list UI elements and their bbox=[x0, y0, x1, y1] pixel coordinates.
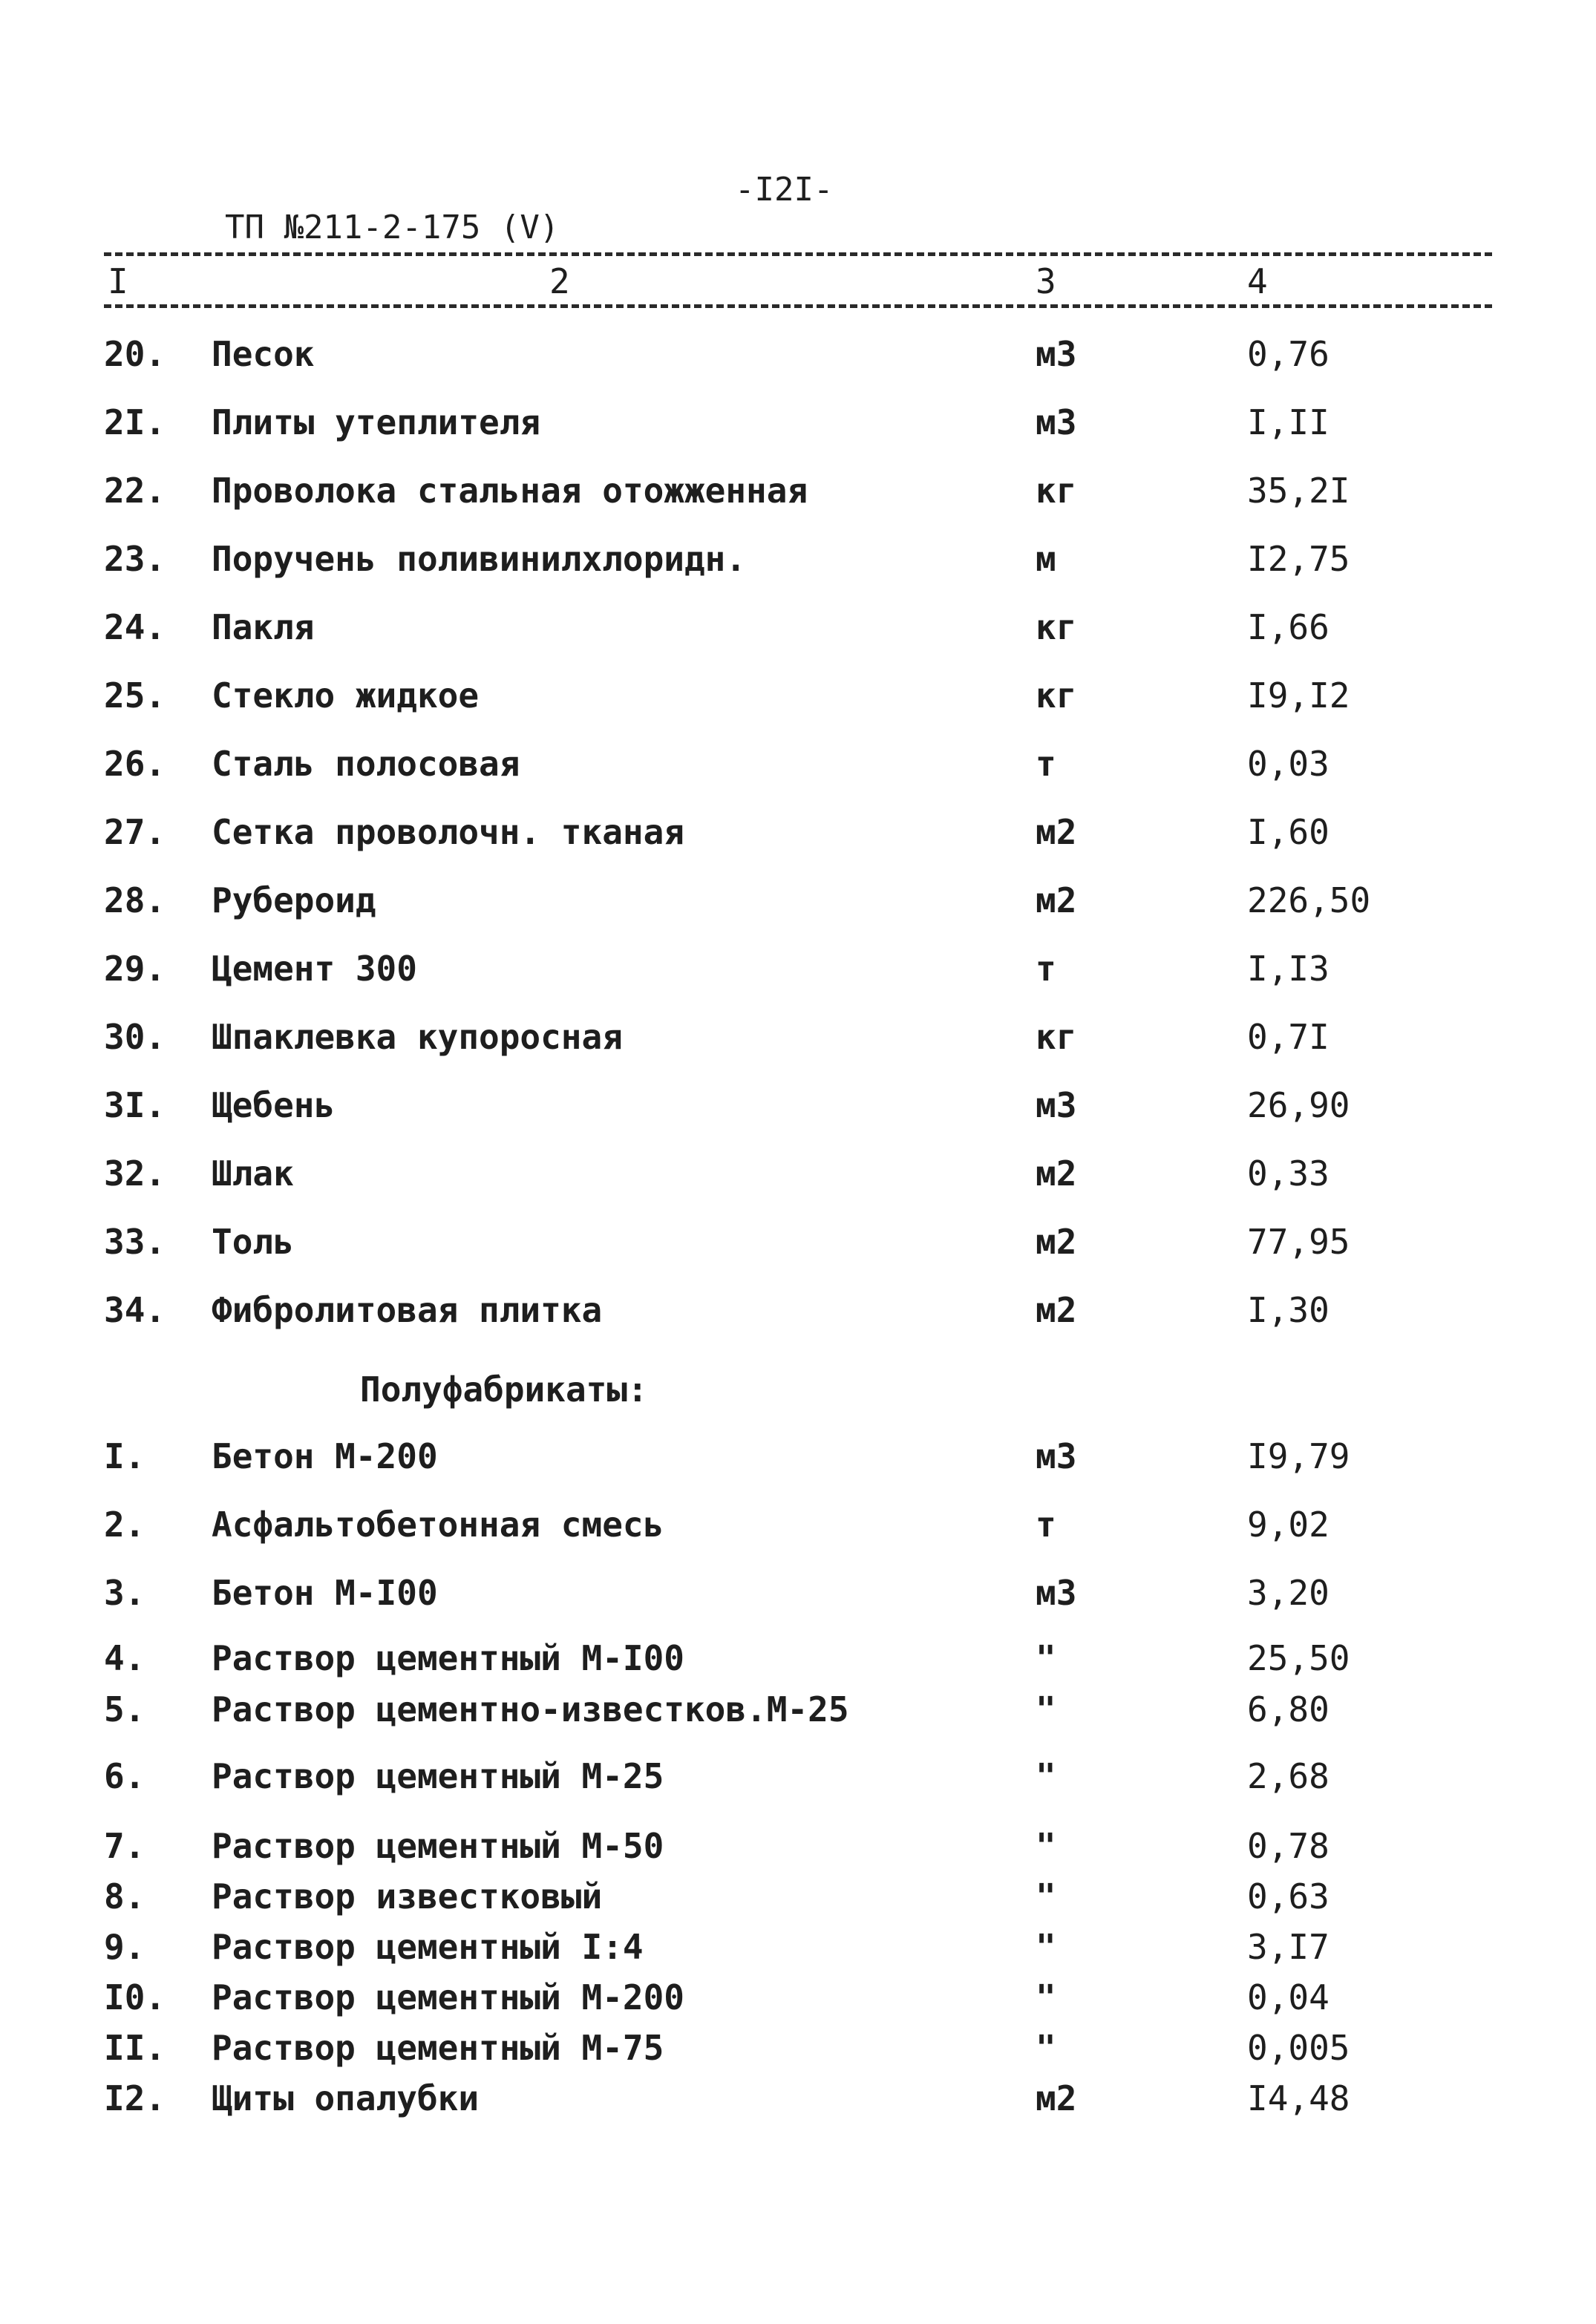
unit: " bbox=[1036, 2028, 1056, 2068]
quantity: I2,75 bbox=[1247, 539, 1350, 579]
quantity: 77,95 bbox=[1247, 1222, 1350, 1262]
unit: м bbox=[1036, 539, 1056, 579]
quantity: 0,33 bbox=[1247, 1153, 1330, 1194]
row-number: 22. bbox=[104, 471, 166, 511]
quantity: I,66 bbox=[1247, 607, 1330, 647]
unit: " bbox=[1036, 1689, 1056, 1729]
material-name: Шпаклевка купоросная bbox=[212, 1017, 623, 1057]
quantity: I,60 bbox=[1247, 812, 1330, 852]
material-name: Фибролитовая плитка bbox=[212, 1290, 603, 1330]
material-name: Плиты утеплителя bbox=[212, 402, 541, 442]
quantity: 0,03 bbox=[1247, 744, 1330, 784]
row-number: 24. bbox=[104, 607, 166, 647]
material-name: Раствор цементный М-75 bbox=[212, 2028, 664, 2068]
row-number: 4. bbox=[104, 1638, 145, 1678]
material-name: Щиты опалубки bbox=[212, 2078, 480, 2118]
unit: кг bbox=[1036, 675, 1077, 716]
material-name: Песок bbox=[212, 334, 315, 374]
row-number: 3. bbox=[104, 1573, 145, 1613]
material-name: Раствор цементный I:4 bbox=[212, 1927, 644, 1967]
column-header-3: 3 bbox=[1036, 261, 1056, 301]
material-name: Раствор цементный М-25 bbox=[212, 1756, 664, 1796]
material-name: Стекло жидкое bbox=[212, 675, 480, 716]
column-header-2: 2 bbox=[549, 261, 570, 301]
row-number: 27. bbox=[104, 812, 166, 852]
row-number: 23. bbox=[104, 539, 166, 579]
row-number: 7. bbox=[104, 1826, 145, 1866]
quantity: I,30 bbox=[1247, 1290, 1330, 1330]
column-header-4: 4 bbox=[1247, 261, 1268, 301]
material-name: Раствор цементный М-I00 bbox=[212, 1638, 684, 1678]
material-name: Раствор цементно-известков.М-25 bbox=[212, 1689, 849, 1729]
material-name: Раствор цементный М-200 bbox=[212, 1977, 684, 2017]
unit: м3 bbox=[1036, 1436, 1077, 1476]
quantity: 0,63 bbox=[1247, 1876, 1330, 1917]
material-name: Бетон М-I00 bbox=[212, 1573, 438, 1613]
row-number: 34. bbox=[104, 1290, 166, 1330]
material-name: Асфальтобетонная смесь bbox=[212, 1505, 664, 1545]
quantity: 0,78 bbox=[1247, 1826, 1330, 1866]
quantity: 6,80 bbox=[1247, 1689, 1330, 1729]
unit: м2 bbox=[1036, 1222, 1077, 1262]
quantity: 9,02 bbox=[1247, 1505, 1330, 1545]
material-name: Щебень bbox=[212, 1085, 336, 1125]
quantity: 3,I7 bbox=[1247, 1927, 1330, 1967]
row-number: 2. bbox=[104, 1505, 145, 1545]
unit: " bbox=[1036, 1638, 1056, 1678]
quantity: 26,90 bbox=[1247, 1085, 1350, 1125]
unit: м2 bbox=[1036, 2078, 1077, 2118]
unit: " bbox=[1036, 1927, 1056, 1967]
unit: м2 bbox=[1036, 880, 1077, 920]
unit: " bbox=[1036, 1876, 1056, 1917]
unit: т bbox=[1036, 949, 1056, 989]
unit: кг bbox=[1036, 607, 1077, 647]
row-number: 2I. bbox=[104, 402, 166, 442]
unit: м3 bbox=[1036, 334, 1077, 374]
unit: кг bbox=[1036, 471, 1077, 511]
row-number: 32. bbox=[104, 1153, 166, 1194]
row-number: I. bbox=[104, 1436, 145, 1476]
material-name: Шлак bbox=[212, 1153, 294, 1194]
quantity: I4,48 bbox=[1247, 2078, 1350, 2118]
material-name: Пакля bbox=[212, 607, 315, 647]
unit: т bbox=[1036, 744, 1056, 784]
row-number: I0. bbox=[104, 1977, 166, 2017]
unit: м3 bbox=[1036, 1085, 1077, 1125]
material-name: Раствор известковый bbox=[212, 1876, 603, 1917]
row-number: I2. bbox=[104, 2078, 166, 2118]
quantity: 25,50 bbox=[1247, 1638, 1350, 1678]
quantity: I9,I2 bbox=[1247, 675, 1350, 716]
quantity: I,I3 bbox=[1247, 949, 1330, 989]
unit: м3 bbox=[1036, 1573, 1077, 1613]
header-dash-line-top bbox=[104, 252, 1492, 256]
quantity: 226,50 bbox=[1247, 880, 1371, 920]
row-number: 25. bbox=[104, 675, 166, 716]
material-name: Раствор цементный М-50 bbox=[212, 1826, 664, 1866]
material-name: Рубероид bbox=[212, 880, 376, 920]
unit: " bbox=[1036, 1977, 1056, 2017]
unit: м3 bbox=[1036, 402, 1077, 442]
section-title-semi-finished: Полуфабрикаты: bbox=[360, 1369, 648, 1410]
row-number: 5. bbox=[104, 1689, 145, 1729]
quantity: 2,68 bbox=[1247, 1756, 1330, 1796]
material-name: Проволока стальная отожженная bbox=[212, 471, 808, 511]
document-code: ТП №211-2-175 (V) bbox=[224, 209, 560, 246]
unit: кг bbox=[1036, 1017, 1077, 1057]
row-number: 29. bbox=[104, 949, 166, 989]
page-number: -I2I- bbox=[735, 171, 834, 209]
row-number: 33. bbox=[104, 1222, 166, 1262]
unit: " bbox=[1036, 1826, 1056, 1866]
row-number: 26. bbox=[104, 744, 166, 784]
row-number: 9. bbox=[104, 1927, 145, 1967]
unit: м2 bbox=[1036, 1153, 1077, 1194]
unit: м2 bbox=[1036, 1290, 1077, 1330]
material-name: Цемент 300 bbox=[212, 949, 417, 989]
quantity: 0,76 bbox=[1247, 334, 1330, 374]
quantity: 0,7I bbox=[1247, 1017, 1330, 1057]
row-number: 30. bbox=[104, 1017, 166, 1057]
row-number: 28. bbox=[104, 880, 166, 920]
row-number: II. bbox=[104, 2028, 166, 2068]
material-name: Толь bbox=[212, 1222, 294, 1262]
quantity: 0,005 bbox=[1247, 2028, 1350, 2068]
quantity: 3,20 bbox=[1247, 1573, 1330, 1613]
material-name: Сталь полосовая bbox=[212, 744, 520, 784]
document-header bbox=[186, 171, 834, 284]
row-number: 8. bbox=[104, 1876, 145, 1917]
row-number: 3I. bbox=[104, 1085, 166, 1125]
quantity: I9,79 bbox=[1247, 1436, 1350, 1476]
header-dash-line-bottom bbox=[104, 304, 1492, 308]
row-number: 6. bbox=[104, 1756, 145, 1796]
material-name: Поручень поливинилхлоридн. bbox=[212, 539, 747, 579]
material-name: Сетка проволочн. тканая bbox=[212, 812, 684, 852]
row-number: 20. bbox=[104, 334, 166, 374]
material-name: Бетон М-200 bbox=[212, 1436, 438, 1476]
unit: " bbox=[1036, 1756, 1056, 1796]
quantity: 0,04 bbox=[1247, 1977, 1330, 2017]
unit: м2 bbox=[1036, 812, 1077, 852]
unit: т bbox=[1036, 1505, 1056, 1545]
quantity: 35,2I bbox=[1247, 471, 1350, 511]
quantity: I,II bbox=[1247, 402, 1330, 442]
column-header-1: I bbox=[108, 261, 128, 301]
